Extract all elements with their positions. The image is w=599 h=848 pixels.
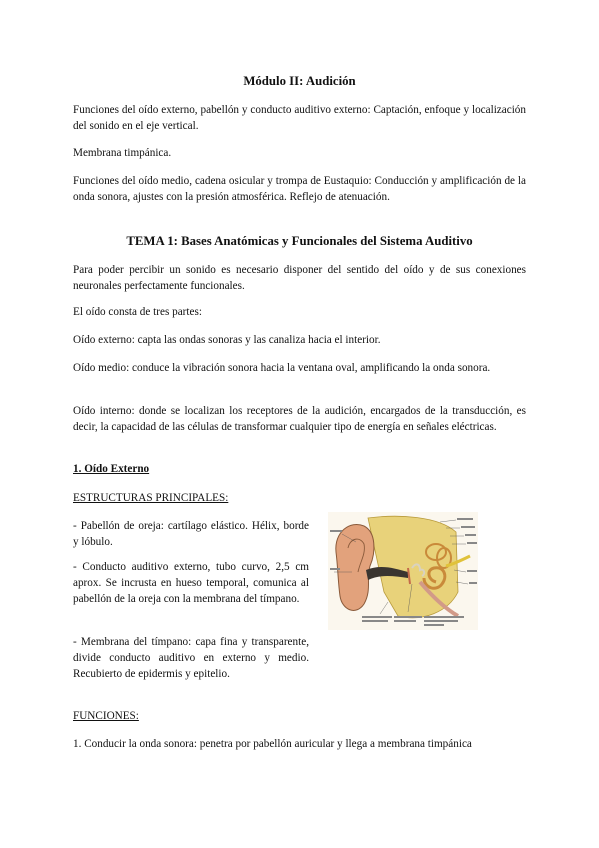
structure-item-ear-canal: - Conducto auditivo externo, tubo curvo, 2,5 cm aprox. Se incrusta en hueso temporal, comunica al pabellón de la oreja con la membrana del tímpano. (73, 561, 309, 605)
body-paragraph-2: El oído consta de tres partes: (73, 306, 202, 318)
module-title: Módulo II: Audición (243, 74, 356, 88)
body-paragraph-1: Para poder percibir un sonido es necesario disponer del sentido del oído y de sus conexiones neuronales perfectamente funcionales. (73, 264, 526, 292)
body-paragraph-3: Oído externo: capta las ondas sonoras y las canaliza hacia el interior. (73, 334, 381, 346)
topic-title: TEMA 1: Bases Anatómicas y Funcionales del Sistema Auditivo (126, 234, 473, 248)
intro-paragraph-1: Funciones del oído externo, pabellón y conducto auditivo externo: Captación, enfoque y localización del sonido en el eje vertical. (73, 104, 526, 132)
function-item-1: 1. Conducir la onda sonora: penetra por pabellón auricular y llega a membrana timpánica (73, 738, 472, 750)
body-paragraph-4: Oído medio: conduce la vibración sonora hacia la ventana oval, amplificando la onda sonora. (73, 362, 491, 374)
structures-heading: ESTRUCTURAS PRINCIPALES: (73, 492, 229, 504)
intro-paragraph-3: Funciones del oído medio, cadena osicular y trompa de Eustaquio: Conducción y amplificación de la onda sonora, ajustes con la presión atmosférica. Reflejo de atenuación. (73, 175, 526, 203)
functions-heading: FUNCIONES: (73, 710, 139, 722)
intro-paragraph-2: Membrana timpánica. (73, 147, 172, 159)
structure-item-eardrum: - Membrana del tímpano: capa fina y transparente, divide conducto auditivo en externo y medio. Recubierto de epidermis y epitelio. (73, 636, 309, 680)
body-paragraph-5: Oído interno: donde se localizan los receptores de la audición, encargados de la transducción, es decir, la capacidad de las células de transformar cualquier tipo de energía en señales eléctricas. (73, 405, 526, 433)
structure-item-pinna: - Pabellón de oreja: cartílago elástico. Hélix, borde y lóbulo. (73, 520, 309, 548)
ear-anatomy-figure (328, 512, 478, 630)
section-title-outer-ear: 1. Oído Externo (73, 463, 150, 475)
ear-anatomy-icon (328, 512, 478, 630)
